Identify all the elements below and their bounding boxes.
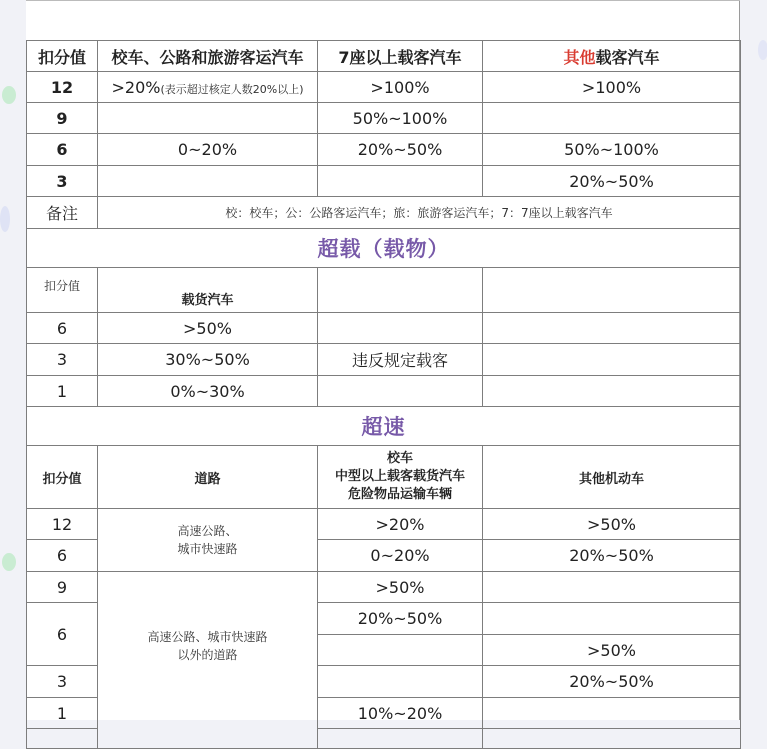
- value-cell: 20%~50%: [483, 540, 741, 572]
- decor-blob: [758, 40, 767, 60]
- empty-cell: [483, 344, 741, 376]
- empty-cell: [318, 635, 483, 666]
- score-cell: 12: [27, 72, 98, 103]
- table-row: [27, 134, 741, 166]
- empty-cell: [318, 376, 483, 407]
- header-other-accent: 其他: [563, 47, 596, 67]
- header-other-vehicles: 其他机动车: [483, 446, 741, 509]
- header-other-rest: 载客汽车: [595, 47, 660, 67]
- section-title-speeding: 超速: [27, 407, 741, 446]
- empty-cell: [318, 166, 483, 197]
- value-cell: 30%~50%: [98, 344, 318, 376]
- decor-blob: [2, 553, 16, 571]
- empty-cell: [483, 572, 741, 603]
- section-title-row: [27, 407, 741, 446]
- score-cell: 1: [27, 698, 98, 729]
- section-title-row: [27, 229, 741, 268]
- score-cell: 3: [27, 344, 98, 376]
- value-cell: >50%: [318, 572, 483, 603]
- table-row: [27, 103, 741, 134]
- score-cell: 6: [27, 603, 98, 666]
- score-cell: 1: [27, 376, 98, 407]
- sheet-top-border: [26, 0, 740, 1]
- empty-cell: [483, 313, 741, 344]
- empty-cell: [483, 729, 741, 749]
- value-cell: >100%: [318, 72, 483, 103]
- remark-row: [27, 197, 741, 229]
- score-cell: 3: [27, 666, 98, 698]
- header-school-bus: 校车、公路和旅游客运汽车: [98, 41, 318, 72]
- empty-cell: [483, 268, 741, 313]
- value-cell: >20%: [318, 509, 483, 540]
- table-row: [27, 572, 741, 603]
- value-text: >20%: [111, 77, 161, 97]
- cargo-overload-table: [26, 228, 741, 407]
- road-other: 高速公路、城市快速路 以外的道路: [98, 572, 318, 749]
- header-score: 扣分值: [27, 268, 98, 313]
- value-cell: 20%~50%: [318, 603, 483, 635]
- side-text-cell: 违反规定载客: [318, 344, 483, 376]
- empty-cell: [483, 376, 741, 407]
- score-cell: 6: [27, 540, 98, 572]
- passenger-overload-table: [26, 40, 741, 229]
- empty-cell: [483, 698, 741, 729]
- value-cell: >50%: [483, 509, 741, 540]
- value-cell: [98, 72, 318, 103]
- table-row: [27, 313, 741, 344]
- header-other: [483, 41, 741, 72]
- score-cell: 6: [27, 313, 98, 344]
- empty-cell: [318, 313, 483, 344]
- value-cell: >50%: [483, 635, 741, 666]
- table-header-row: [27, 268, 741, 313]
- empty-cell: [318, 666, 483, 698]
- table-row: [27, 166, 741, 197]
- empty-cell: [27, 729, 98, 749]
- value-note: (表示超过核定人数20%以上): [160, 82, 304, 96]
- empty-cell: [483, 603, 741, 635]
- header-7-seat: 7座以上载客汽车: [318, 41, 483, 72]
- speeding-table: [26, 406, 741, 749]
- decor-blob: [2, 86, 16, 104]
- score-cell: 3: [27, 166, 98, 197]
- value-cell: 0~20%: [318, 540, 483, 572]
- road-expressway: 高速公路、 城市快速路: [98, 509, 318, 572]
- score-cell: 12: [27, 509, 98, 540]
- value-cell: >100%: [483, 72, 741, 103]
- value-cell: 10%~20%: [318, 698, 483, 729]
- header-school-bus-heavy: 校车 中型以上载客载货汽车 危险物品运输车辆: [318, 446, 483, 509]
- score-cell: 6: [27, 134, 98, 166]
- table-row: [27, 509, 741, 540]
- value-cell: 50%~100%: [318, 103, 483, 134]
- empty-cell: [318, 268, 483, 313]
- empty-cell: [98, 103, 318, 134]
- score-cell: 9: [27, 572, 98, 603]
- decor-blob: [0, 206, 10, 232]
- value-cell: 0~20%: [98, 134, 318, 166]
- table-row: [27, 376, 741, 407]
- table-header-row: [27, 446, 741, 509]
- value-cell: 20%~50%: [318, 134, 483, 166]
- document-sheet: [26, 0, 740, 723]
- header-truck: 载货汽车: [98, 268, 318, 313]
- score-cell: 9: [27, 103, 98, 134]
- value-cell: 20%~50%: [483, 166, 741, 197]
- table-row: [27, 344, 741, 376]
- remark-text: 校：校车；公：公路客运汽车；旅：旅游客运汽车；7：7座以上载客汽车: [98, 197, 741, 229]
- table-row: [27, 72, 741, 103]
- table-header-row: [27, 41, 741, 72]
- value-cell: 20%~50%: [483, 666, 741, 698]
- empty-cell: [483, 103, 741, 134]
- header-score: 扣分值: [27, 41, 98, 72]
- value-cell: 0%~30%: [98, 376, 318, 407]
- header-road: 道路: [98, 446, 318, 509]
- empty-cell: [98, 166, 318, 197]
- header-score: 扣分值: [27, 446, 98, 509]
- value-cell: 50%~100%: [483, 134, 741, 166]
- section-title-cargo: 超载（载物）: [27, 229, 741, 268]
- remark-label: 备注: [27, 197, 98, 229]
- value-cell: >50%: [98, 313, 318, 344]
- empty-cell: [318, 729, 483, 749]
